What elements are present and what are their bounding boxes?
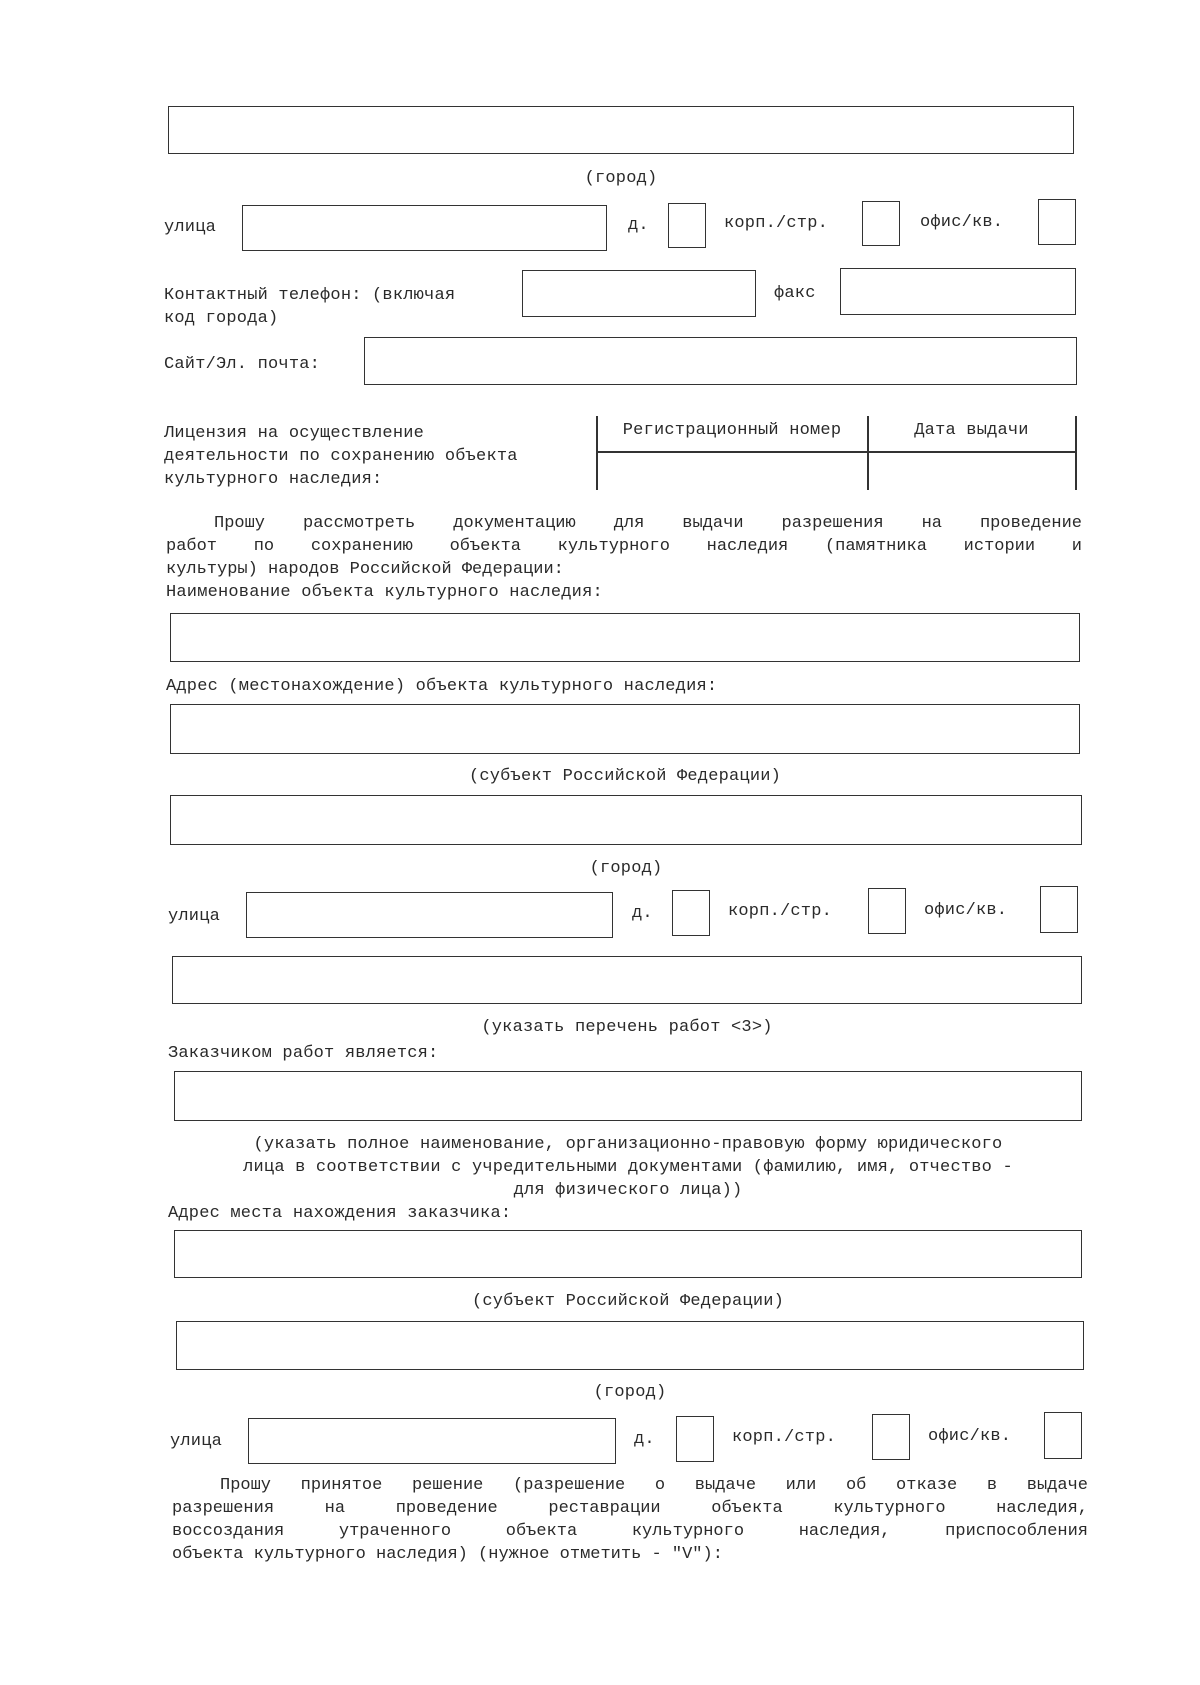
phone-label-line2: код города): [164, 309, 279, 328]
request-paragraph-line3: культуры) народов Российской Федерации:: [166, 560, 564, 579]
customer-label: Заказчиком работ является:: [168, 1044, 439, 1063]
applicant-city-field[interactable]: [168, 106, 1074, 154]
customer-field[interactable]: [174, 1071, 1082, 1121]
works-list-field[interactable]: [172, 956, 1082, 1004]
customer-city-caption: (город): [593, 1383, 667, 1402]
building-field[interactable]: [862, 201, 900, 246]
city-caption: (город): [584, 169, 658, 188]
reg-number-header: Регистрационный номер: [622, 421, 842, 440]
decision-paragraph-line2: разрешения на проведение реставрации объекта культурного наследия,: [172, 1499, 1088, 1518]
street-label: улица: [164, 218, 217, 237]
object-office-label: офис/кв.: [924, 901, 1008, 920]
house-field[interactable]: [668, 203, 706, 248]
customer-subject-caption: (субъект Российской Федерации): [471, 1292, 785, 1311]
customer-hint-line1: (указать полное наименование, организационно-правовую форму юридического: [253, 1135, 1003, 1154]
house-label: д.: [628, 216, 649, 235]
issue-date-header: Дата выдачи: [914, 421, 1029, 440]
object-subject-field[interactable]: [170, 704, 1080, 754]
customer-hint-line2: лица в соответствии с учредительными документами (фамилию, имя, отчество -: [243, 1158, 1013, 1177]
license-table-right-border: [1075, 416, 1077, 490]
request-paragraph-line1: Прошу рассмотреть документацию для выдачи разрешения на проведение: [214, 514, 1082, 533]
object-city-field[interactable]: [170, 795, 1082, 845]
issue-date-cell[interactable]: [869, 453, 1074, 489]
object-house-label: д.: [632, 904, 653, 923]
fax-field[interactable]: [840, 268, 1076, 315]
office-field[interactable]: [1038, 199, 1076, 245]
customer-address-label: Адрес места нахождения заказчика:: [168, 1204, 512, 1223]
street-field[interactable]: [242, 205, 607, 251]
decision-paragraph-line4: объекта культурного наследия) (нужное отметить - "V"):: [172, 1545, 723, 1564]
object-name-field[interactable]: [170, 613, 1080, 662]
phone-label-line1: Контактный телефон: (включая: [164, 286, 456, 305]
decision-paragraph-line3: воссоздания утраченного объекта культурного наследия, приспособления: [172, 1522, 1088, 1541]
customer-city-field[interactable]: [176, 1321, 1084, 1370]
license-label-line2: деятельности по сохранению объекта: [164, 447, 518, 466]
object-street-label: улица: [168, 907, 221, 926]
customer-building-label: корп./стр.: [732, 1428, 837, 1447]
customer-building-field[interactable]: [872, 1414, 910, 1460]
decision-paragraph-line1: Прошу принятое решение (разрешение о выдаче или об отказе в выдаче: [220, 1476, 1088, 1495]
object-building-label: корп./стр.: [728, 902, 833, 921]
building-label: корп./стр.: [724, 214, 829, 233]
customer-subject-field[interactable]: [174, 1230, 1082, 1278]
object-house-field[interactable]: [672, 890, 710, 936]
customer-house-label: д.: [634, 1430, 655, 1449]
request-paragraph-line2: работ по сохранению объекта культурного наследия (памятника истории и: [166, 537, 1082, 556]
customer-office-field[interactable]: [1044, 1412, 1082, 1459]
object-address-label: Адрес (местонахождение) объекта культурного наследия:: [166, 677, 718, 696]
object-name-label: Наименование объекта культурного наследия:: [166, 583, 603, 602]
site-email-label: Сайт/Эл. почта:: [164, 355, 321, 374]
customer-hint-line3: для физического лица)): [513, 1181, 743, 1200]
reg-number-cell[interactable]: [598, 453, 866, 489]
office-label: офис/кв.: [920, 213, 1004, 232]
object-office-field[interactable]: [1040, 886, 1078, 933]
object-building-field[interactable]: [868, 888, 906, 934]
license-label-line1: Лицензия на осуществление: [164, 424, 425, 443]
phone-field[interactable]: [522, 270, 756, 317]
object-subject-caption: (субъект Российской Федерации): [468, 767, 782, 786]
customer-street-field[interactable]: [248, 1418, 616, 1464]
license-label-line3: культурного наследия:: [164, 470, 383, 489]
customer-house-field[interactable]: [676, 1416, 714, 1462]
customer-office-label: офис/кв.: [928, 1427, 1012, 1446]
works-list-caption: (указать перечень работ <3>): [481, 1018, 773, 1037]
object-street-field[interactable]: [246, 892, 613, 938]
customer-street-label: улица: [170, 1432, 223, 1451]
site-email-field[interactable]: [364, 337, 1077, 385]
fax-label: факс: [774, 284, 816, 303]
object-city-caption: (город): [589, 859, 663, 878]
